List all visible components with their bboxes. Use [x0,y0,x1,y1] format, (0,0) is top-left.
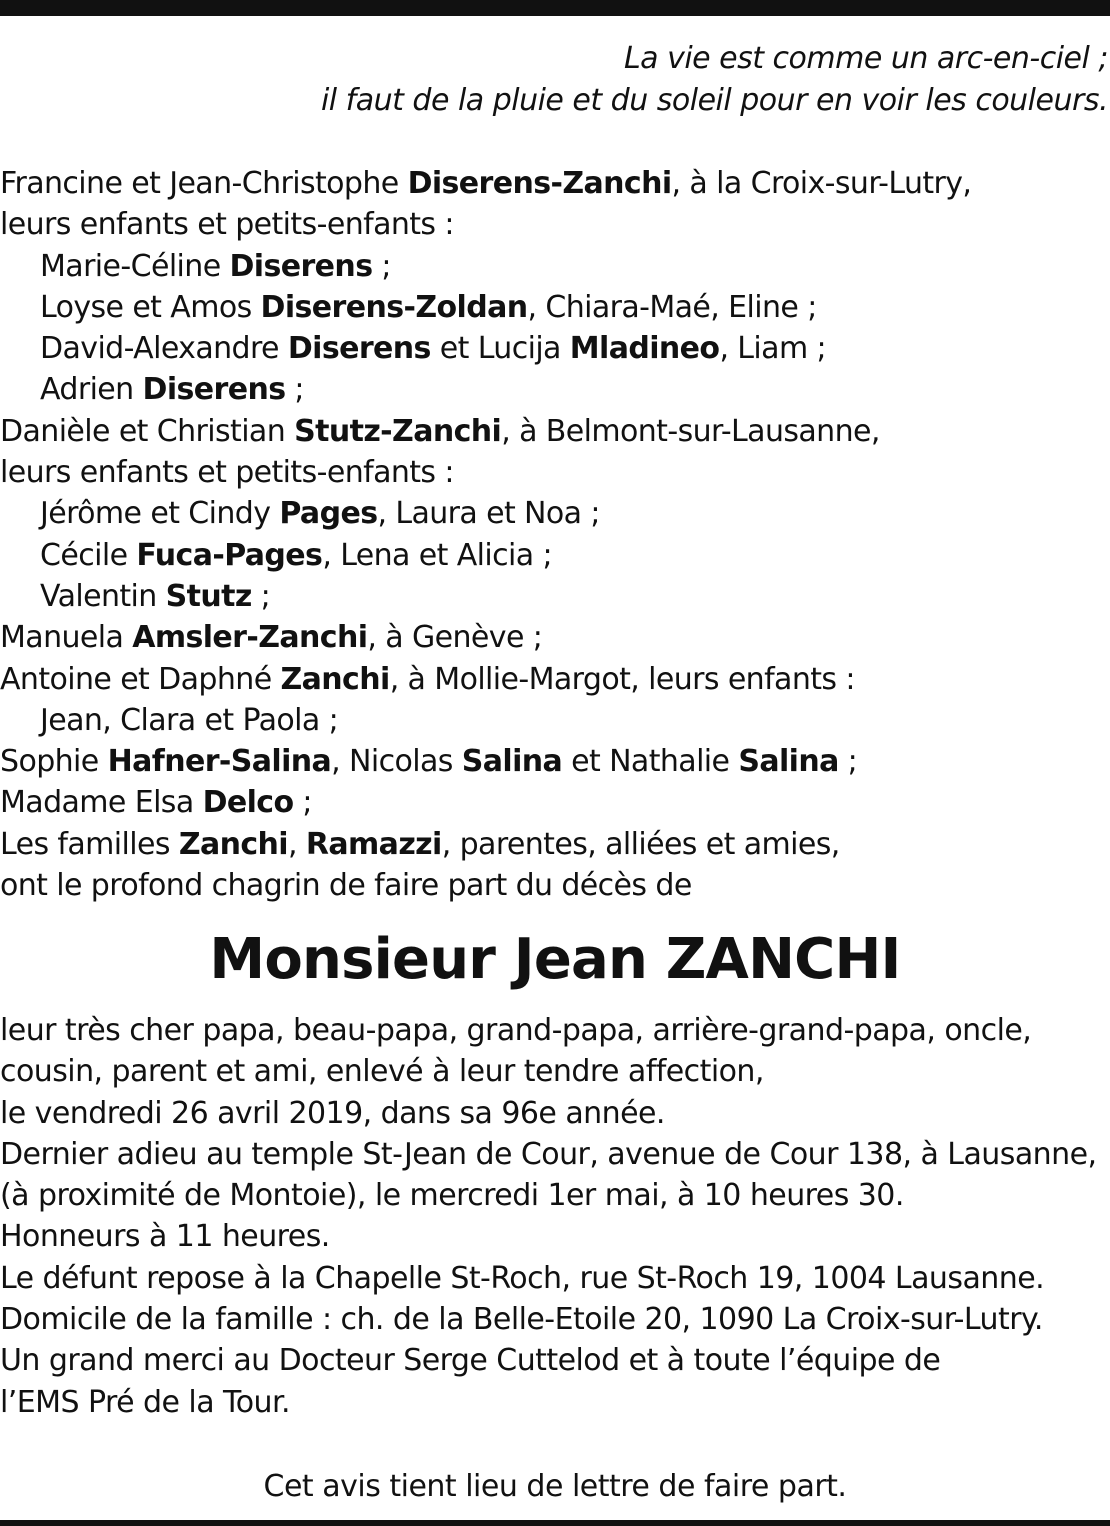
family-text: Sophie [0,744,108,780]
family-surname: Hafner-Salina [107,744,332,780]
body-line: leur très cher papa, beau-papa, grand-papa, arrière-grand-papa, oncle, [0,1013,1032,1048]
family-text: Manuela [0,620,133,656]
body-line: l’EMS Pré de la Tour. [0,1384,290,1420]
body-line: (à proximité de Montoie), le mercredi 1er mai, à 10 heures 30. [0,1178,904,1214]
family-line [0,535,1110,576]
family-surname: Diserens [142,372,286,408]
body-line: cousin, parent et ami, enlevé à leur tendre affection, [0,1054,764,1090]
family-surname: Salina [738,744,839,780]
family-text: ; [251,578,271,614]
family-text: Madame Elsa [0,785,203,821]
family-text: , à Genève ; [367,620,543,656]
family-text: , à Belmont-sur-Lausanne, [501,413,880,449]
body-line: le vendredi 26 avril 2019, dans sa 96e année. [0,1095,665,1131]
family-text: Antoine et Daphné [0,661,281,697]
family-surname: Pages [279,496,378,532]
family-line [0,782,1110,823]
body-line: Honneurs à 11 heures. [0,1219,330,1255]
family-surname: Ramazzi [305,826,442,862]
family-text: , Chiara-Maé, Eline ; [527,289,817,325]
family-text: , à Mollie-Margot, leurs enfants : [389,661,855,697]
family-text: Cécile [40,537,137,573]
family-text: leurs enfants et petits-enfants : [0,207,454,243]
family-line [0,576,1110,617]
family-text: , à la Croix-sur-Lutry, [671,166,972,201]
family-surname: Diserens-Zanchi [407,166,672,201]
family-line [0,741,1110,782]
family-text: ; [293,785,312,821]
family-line [0,287,1110,328]
family-surname: Stutz [165,578,252,614]
family-surname: Diserens [287,331,431,367]
family-text: ; [838,744,858,780]
family-text: , Laura et Noa ; [377,496,600,532]
family-text: , Liam ; [719,331,827,367]
epigraph [321,38,1108,122]
family-line [0,824,1110,865]
family-surname: Zanchi [280,661,390,697]
family-text: , Lena et Alicia ; [322,537,552,573]
family-text: Loyse et Amos [40,289,261,325]
family-text: ont le profond chagrin de faire part du décès de [0,868,692,904]
family-line [0,328,1110,369]
family-text: Francine et Jean-Christophe [0,166,408,201]
top-rule [0,0,1110,16]
family-line [0,452,1110,493]
body-line: Un grand merci au Docteur Serge Cuttelod et à toute l’équipe de [0,1343,941,1379]
family-text: , [288,826,306,862]
family-line [0,617,1110,658]
family-text: ; [372,248,391,284]
family-text: David-Alexandre [40,331,288,367]
family-line [0,163,1110,204]
body-line: Domicile de la famille : ch. de la Belle-Etoile 20, 1090 La Croix-sur-Lutry. [0,1302,1043,1338]
family-list [0,163,1110,906]
family-surname: Fuca-Pages [136,537,323,573]
family-text: Adrien [40,372,143,408]
family-line [0,246,1110,287]
family-text: Valentin [40,578,166,614]
family-text: et Lucija [430,331,570,367]
family-text: Jean, Clara et Paola ; [40,702,339,738]
epigraph-line-2: il faut de la pluie et du soleil pour en voir les couleurs. [320,83,1108,118]
family-line [0,369,1110,410]
family-text: Les familles [0,826,179,862]
family-line [0,411,1110,452]
family-surname: Amsler-Zanchi [132,620,368,656]
body-line: Le défunt repose à la Chapelle St-Roch, rue St-Roch 19, 1004 Lausanne. [0,1260,1045,1296]
family-text: Jérôme et Cindy [40,496,280,532]
family-text: Marie-Céline [40,248,230,284]
body-line: Dernier adieu au temple St-Jean de Cour, avenue de Cour 138, à Lausanne, [0,1136,1097,1172]
family-surname: Mladineo [569,331,720,367]
epigraph-line-1: La vie est comme un arc-en-ciel ; [623,41,1108,76]
notice-body [0,1010,1110,1423]
family-surname: Stutz-Zanchi [294,413,502,449]
deceased-name: Monsieur Jean ZANCHI [209,927,901,992]
family-line [0,700,1110,741]
family-surname: Diserens [229,248,373,284]
family-surname: Salina [461,744,563,780]
family-text: Danièle et Christian [0,413,295,449]
family-line [0,204,1110,245]
family-text: leurs enfants et petits-enfants : [0,455,454,491]
family-surname: Delco [202,785,294,821]
family-line [0,659,1110,700]
family-text: et Nathalie [562,744,739,780]
family-surname: Diserens-Zoldan [260,289,528,325]
family-line [0,493,1110,534]
family-surname: Zanchi [178,826,288,862]
family-text: , Nicolas [331,744,462,780]
family-line [0,865,1110,906]
family-text: , parentes, alliées et amies, [441,826,840,862]
family-text: ; [285,372,304,408]
footer-note: Cet avis tient lieu de lettre de faire part. [263,1469,847,1504]
bottom-rule [0,1520,1110,1526]
